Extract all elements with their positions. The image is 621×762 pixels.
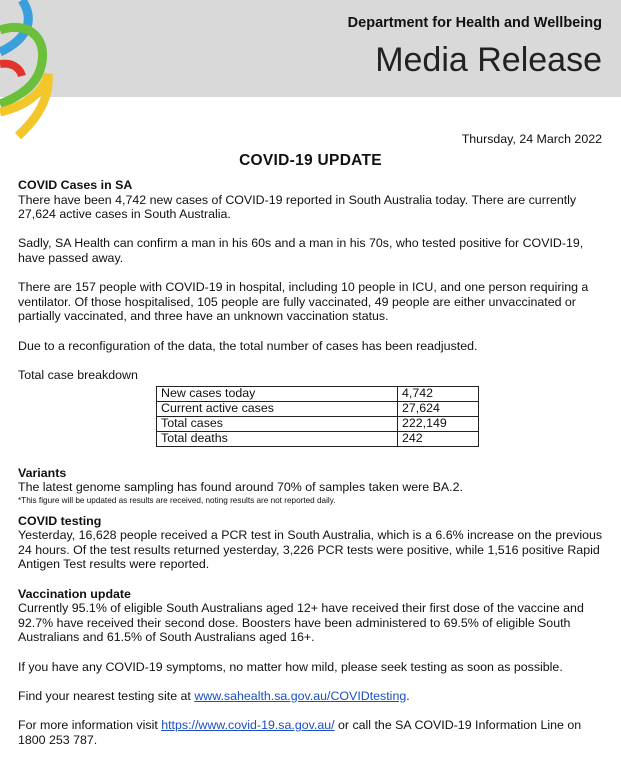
breakdown-label: Total case breakdown (18, 367, 138, 382)
table-cell-label: New cases today (157, 387, 398, 402)
vaccination-paragraph: Currently 95.1% of eligible South Australians aged 12+ have received their first dose of the vaccine and 92.7% have received their second dose. Boosters have been administered to 69.5% of eligible South Australians and 61.5% of South Australians aged 16+. (18, 601, 584, 645)
more-info-paragraph (18, 718, 603, 747)
variants-paragraph: The latest genome sampling has found around 70% of samples taken were BA.2. (18, 480, 463, 495)
table-cell-value: 4,742 (398, 387, 479, 402)
section-heading-cases: COVID Cases in SA (18, 178, 133, 192)
covid-website-link[interactable]: https://www.covid-19.sa.gov.au/ (161, 718, 335, 732)
more-info-suffix: or call the SA COVID-19 Information Line on 1800 253 787. (18, 718, 582, 747)
section-heading-variants: Variants (18, 465, 67, 480)
testing-site-suffix: . (406, 688, 410, 703)
table-cell-label: Total deaths (157, 431, 398, 446)
table-row (157, 416, 479, 431)
section-heading-testing: COVID testing (18, 513, 102, 528)
media-release-heading: Media Release (375, 41, 602, 79)
cases-paragraph-4: Due to a reconfiguration of the data, the total number of cases has been readjusted. (18, 338, 478, 353)
testing-paragraph: Yesterday, 16,628 people received a PCR test in South Australia, which is a 6.6% increase on the previous 24 hours. Of the test results returned yesterday, 3,226 PCR tests were positive, while 1,516 positive Rapid Antigen Test results were reported. (18, 528, 603, 572)
symptoms-paragraph: If you have any COVID-19 symptoms, no matter how mild, please seek testing as soon as possible. (18, 659, 563, 674)
table-row (157, 387, 479, 402)
table-row (157, 431, 479, 446)
cases-paragraph-1: There have been 4,742 new cases of COVID-19 reported in South Australia today. There are currently 27,624 active cases in South Australia. (18, 192, 577, 222)
variants-footnote: *This figure will be updated as results are received, noting results are not reported daily. (18, 495, 336, 505)
section-heading-vaccination: Vaccination update (18, 586, 131, 601)
testing-site-paragraph (18, 689, 603, 704)
cases-paragraph-3: There are 157 people with COVID-19 in hospital, including 10 people in ICU, and one person requiring a ventilator. Of those hospitalised, 105 people are fully vaccinated, 49 people are either unvaccinated or partially vaccinated, and three have an unknown vaccination status. (18, 280, 589, 324)
testing-site-prefix: Find your nearest testing site at (18, 688, 195, 703)
table-cell-label: Total cases (157, 416, 398, 431)
release-date: Thursday, 24 March 2022 (461, 132, 602, 146)
table-cell-value: 242 (398, 431, 479, 446)
more-info-prefix: For more information visit (18, 718, 162, 732)
cases-paragraph-2: Sadly, SA Health can confirm a man in his 60s and a man in his 70s, who tested positive for COVID-19, have passed away. (18, 236, 584, 265)
table-cell-value: 222,149 (398, 416, 479, 431)
release-body (18, 178, 603, 747)
table-cell-label: Current active cases (157, 402, 398, 417)
page-title: COVID-19 UPDATE (239, 152, 382, 169)
testing-site-link[interactable]: www.sahealth.sa.gov.au/COVIDtesting (194, 688, 407, 703)
case-breakdown-table (156, 386, 479, 446)
department-name: Department for Health and Wellbeing (347, 15, 602, 31)
table-row (157, 402, 479, 417)
table-cell-value: 27,624 (398, 402, 479, 417)
sa-health-ribbon-logo (0, 0, 70, 140)
